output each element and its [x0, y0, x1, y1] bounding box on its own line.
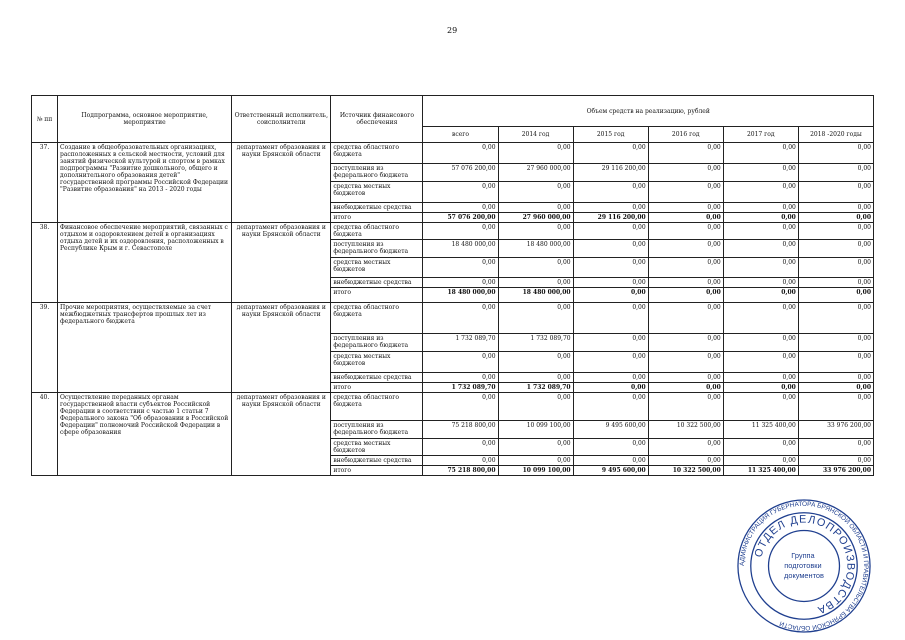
- stamp-outer-text: АДМИНИСТРАЦИЯ ГУБЕРНАТОРА БРЯНСКОЙ ОБЛАСТИ И ПРАВИТЕЛЬСТВА БРЯНСКОЙ ОБЛАСТИ: [738, 500, 870, 632]
- amount-cell: 0,00: [423, 278, 498, 288]
- funding-source: внебюджетные средства: [331, 278, 423, 288]
- amount-cell: 27 960 000,00: [498, 164, 573, 182]
- amount-cell: 33 976 200,00: [798, 421, 873, 439]
- amount-cell: 0,00: [648, 213, 723, 223]
- amount-cell: 0,00: [498, 439, 573, 456]
- funding-source: итого: [331, 383, 423, 393]
- amount-cell: 0,00: [573, 278, 648, 288]
- header-year: 2018 -2020 годы: [798, 127, 873, 143]
- amount-cell: 0,00: [573, 439, 648, 456]
- amount-cell: 0,00: [798, 439, 873, 456]
- amount-cell: 0,00: [798, 203, 873, 213]
- amount-cell: 0,00: [798, 182, 873, 203]
- amount-cell: 0,00: [648, 352, 723, 373]
- amount-cell: 18 480 000,00: [498, 240, 573, 258]
- amount-cell: 18 480 000,00: [498, 288, 573, 303]
- amount-cell: 0,00: [648, 278, 723, 288]
- amount-cell: 0,00: [573, 203, 648, 213]
- amount-cell: 18 480 000,00: [423, 288, 498, 303]
- amount-cell: 29 116 200,00: [573, 164, 648, 182]
- amount-cell: 0,00: [798, 164, 873, 182]
- amount-cell: 1 732 089,70: [423, 334, 498, 352]
- item-responsible: департамент образования и науки Брянской области: [232, 303, 331, 393]
- funding-source: средства областного бюджета: [331, 393, 423, 421]
- amount-cell: 0,00: [573, 182, 648, 203]
- amount-cell: 10 099 100,00: [498, 421, 573, 439]
- table-row: [32, 143, 874, 164]
- header-year: 2016 год: [648, 127, 723, 143]
- amount-cell: 18 480 000,00: [423, 240, 498, 258]
- amount-cell: 0,00: [723, 288, 798, 303]
- header-sources: Источник финансового обеспечения: [331, 96, 423, 143]
- amount-cell: 0,00: [723, 182, 798, 203]
- amount-cell: 0,00: [423, 303, 498, 334]
- item-number: 40.: [32, 393, 58, 476]
- amount-cell: 0,00: [648, 223, 723, 240]
- header-year: всего: [423, 127, 498, 143]
- amount-cell: 75 218 800,00: [423, 466, 498, 476]
- amount-cell: 0,00: [648, 143, 723, 164]
- table-row: [32, 223, 874, 240]
- amount-cell: 0,00: [723, 303, 798, 334]
- amount-cell: 0,00: [423, 143, 498, 164]
- amount-cell: 33 976 200,00: [798, 466, 873, 476]
- amount-cell: 0,00: [648, 383, 723, 393]
- amount-cell: 0,00: [423, 182, 498, 203]
- amount-cell: 0,00: [498, 352, 573, 373]
- amount-cell: 0,00: [798, 278, 873, 288]
- amount-cell: 0,00: [423, 456, 498, 466]
- funding-source: внебюджетные средства: [331, 203, 423, 213]
- amount-cell: 0,00: [423, 203, 498, 213]
- amount-cell: 0,00: [648, 303, 723, 334]
- amount-cell: 0,00: [423, 373, 498, 383]
- amount-cell: 11 325 400,00: [723, 466, 798, 476]
- amount-cell: 0,00: [723, 278, 798, 288]
- item-program: Прочие мероприятия, осуществляемые за счет межбюджетных трансфертов прошлых лет из федерального бюджета: [58, 303, 232, 393]
- amount-cell: 0,00: [798, 456, 873, 466]
- amount-cell: 0,00: [498, 278, 573, 288]
- amount-cell: 0,00: [423, 393, 498, 421]
- header-volume: Объем средств на реализацию, рублей: [423, 96, 874, 127]
- amount-cell: 0,00: [573, 258, 648, 278]
- amount-cell: 0,00: [723, 143, 798, 164]
- amount-cell: 0,00: [648, 182, 723, 203]
- item-number: 39.: [32, 303, 58, 393]
- amount-cell: 57 076 200,00: [423, 213, 498, 223]
- funding-source: итого: [331, 466, 423, 476]
- amount-cell: 0,00: [798, 213, 873, 223]
- funding-source: поступления из федерального бюджета: [331, 334, 423, 352]
- funding-source: внебюджетные средства: [331, 456, 423, 466]
- amount-cell: 0,00: [498, 143, 573, 164]
- amount-cell: 0,00: [798, 373, 873, 383]
- header-year: 2014 год: [498, 127, 573, 143]
- table-row: [32, 393, 874, 421]
- funding-source: внебюджетные средства: [331, 373, 423, 383]
- amount-cell: 0,00: [498, 223, 573, 240]
- amount-cell: 0,00: [423, 439, 498, 456]
- amount-cell: 9 495 600,00: [573, 466, 648, 476]
- amount-cell: 1 732 089,70: [498, 383, 573, 393]
- amount-cell: 10 322 500,00: [648, 466, 723, 476]
- item-number: 37.: [32, 143, 58, 223]
- amount-cell: 0,00: [648, 203, 723, 213]
- amount-cell: 0,00: [648, 373, 723, 383]
- header-program: Подпрограмма, основное мероприятие, мероприятие: [58, 96, 232, 143]
- funding-source: средства местных бюджетов: [331, 182, 423, 203]
- item-program: Создание в общеобразовательных организациях, расположенных в сельской местности, условий для занятий физической культурой и спортом в рамках подпрограммы "Развитие дошкольного, общего и дополнительного образования детей" государственной программы Российской Федерации "Развитие образования" на 2013 - 2020 годы: [58, 143, 232, 223]
- amount-cell: 0,00: [648, 288, 723, 303]
- table-row: [32, 303, 874, 334]
- amount-cell: 1 732 089,70: [423, 383, 498, 393]
- amount-cell: 0,00: [723, 439, 798, 456]
- item-responsible: департамент образования и науки Брянской области: [232, 223, 331, 303]
- amount-cell: 0,00: [723, 203, 798, 213]
- amount-cell: 0,00: [423, 352, 498, 373]
- funding-source: итого: [331, 213, 423, 223]
- amount-cell: 0,00: [498, 456, 573, 466]
- amount-cell: 11 325 400,00: [723, 421, 798, 439]
- funding-source: итого: [331, 288, 423, 303]
- amount-cell: 0,00: [648, 439, 723, 456]
- amount-cell: 0,00: [573, 303, 648, 334]
- amount-cell: 0,00: [798, 393, 873, 421]
- amount-cell: 0,00: [648, 164, 723, 182]
- funding-source: средства областного бюджета: [331, 303, 423, 334]
- item-program: Осуществление переданных органам государственной власти субъектов Российской Федерации в соответствии с частью 1 статьи 7 Федерального закона "Об образовании в Российской Федерации" полномочий Российской Федерации в сфере образования: [58, 393, 232, 476]
- budget-table: [31, 95, 874, 476]
- amount-cell: 0,00: [573, 223, 648, 240]
- amount-cell: 0,00: [723, 258, 798, 278]
- amount-cell: 0,00: [798, 334, 873, 352]
- amount-cell: 0,00: [723, 373, 798, 383]
- stamp-ring-text: ОТДЕЛ ДЕЛОПРОИЗВОДСТВА: [752, 513, 857, 617]
- amount-cell: 57 076 200,00: [423, 164, 498, 182]
- amount-cell: 0,00: [648, 334, 723, 352]
- amount-cell: 0,00: [648, 240, 723, 258]
- item-program: Финансовое обеспечение мероприятий, связанных с отдыхом и оздоровлением детей в организациях отдыха детей и их оздоровления, расположенных в Республике Крым и г. Севастополе: [58, 223, 232, 303]
- header-year: 2015 год: [573, 127, 648, 143]
- amount-cell: 0,00: [423, 258, 498, 278]
- funding-source: поступления из федерального бюджета: [331, 240, 423, 258]
- amount-cell: 29 116 200,00: [573, 213, 648, 223]
- amount-cell: 0,00: [798, 288, 873, 303]
- amount-cell: 0,00: [798, 223, 873, 240]
- header-year: 2017 год: [723, 127, 798, 143]
- header-responsible: Ответственный исполнитель, соисполнители: [232, 96, 331, 143]
- funding-source: средства местных бюджетов: [331, 258, 423, 278]
- amount-cell: 0,00: [573, 393, 648, 421]
- amount-cell: 10 099 100,00: [498, 466, 573, 476]
- amount-cell: 0,00: [723, 334, 798, 352]
- amount-cell: 0,00: [573, 352, 648, 373]
- item-responsible: департамент образования и науки Брянской области: [232, 143, 331, 223]
- header-no: № пп: [32, 96, 58, 143]
- funding-source: средства областного бюджета: [331, 143, 423, 164]
- amount-cell: 0,00: [798, 352, 873, 373]
- amount-cell: 0,00: [798, 303, 873, 334]
- amount-cell: 0,00: [498, 258, 573, 278]
- amount-cell: 10 322 500,00: [648, 421, 723, 439]
- page-number: 29: [447, 26, 458, 35]
- funding-source: поступления из федерального бюджета: [331, 421, 423, 439]
- amount-cell: 0,00: [573, 334, 648, 352]
- amount-cell: 1 732 089,70: [498, 334, 573, 352]
- amount-cell: 0,00: [798, 258, 873, 278]
- amount-cell: 0,00: [498, 303, 573, 334]
- funding-source: средства местных бюджетов: [331, 439, 423, 456]
- amount-cell: 0,00: [723, 213, 798, 223]
- stamp-center-text: Группа подготовки документов: [784, 551, 824, 580]
- department-stamp: [735, 497, 873, 635]
- amount-cell: 0,00: [648, 456, 723, 466]
- amount-cell: 0,00: [723, 352, 798, 373]
- item-number: 38.: [32, 223, 58, 303]
- amount-cell: 0,00: [798, 240, 873, 258]
- amount-cell: 0,00: [498, 182, 573, 203]
- funding-source: средства областного бюджета: [331, 223, 423, 240]
- amount-cell: 0,00: [498, 393, 573, 421]
- amount-cell: 0,00: [573, 373, 648, 383]
- funding-source: средства местных бюджетов: [331, 352, 423, 373]
- amount-cell: 0,00: [723, 240, 798, 258]
- amount-cell: 0,00: [723, 164, 798, 182]
- table-body: [32, 143, 874, 476]
- amount-cell: 0,00: [498, 373, 573, 383]
- table-header: [32, 96, 874, 143]
- amount-cell: 0,00: [648, 258, 723, 278]
- amount-cell: 0,00: [723, 223, 798, 240]
- funding-source: поступления из федерального бюджета: [331, 164, 423, 182]
- amount-cell: 0,00: [723, 383, 798, 393]
- amount-cell: 0,00: [723, 456, 798, 466]
- amount-cell: 0,00: [573, 240, 648, 258]
- amount-cell: 27 960 000,00: [498, 213, 573, 223]
- amount-cell: 0,00: [498, 203, 573, 213]
- amount-cell: 0,00: [798, 383, 873, 393]
- item-responsible: департамент образования и науки Брянской области: [232, 393, 331, 476]
- amount-cell: 0,00: [648, 393, 723, 421]
- amount-cell: 0,00: [573, 143, 648, 164]
- amount-cell: 0,00: [573, 383, 648, 393]
- amount-cell: 0,00: [423, 223, 498, 240]
- amount-cell: 9 495 600,00: [573, 421, 648, 439]
- amount-cell: 75 218 800,00: [423, 421, 498, 439]
- amount-cell: 0,00: [798, 143, 873, 164]
- amount-cell: 0,00: [723, 393, 798, 421]
- amount-cell: 0,00: [573, 288, 648, 303]
- amount-cell: 0,00: [573, 456, 648, 466]
